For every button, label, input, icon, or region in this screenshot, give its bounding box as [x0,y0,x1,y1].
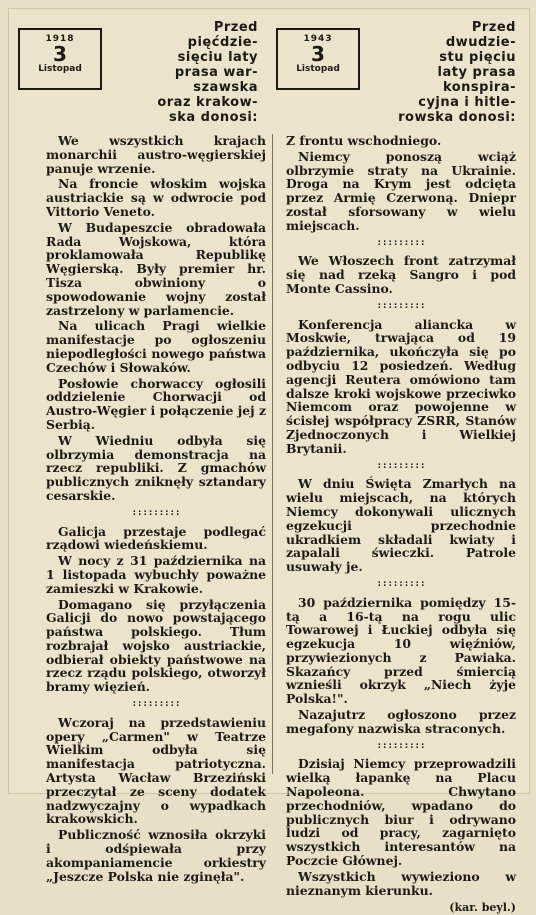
left-heading-line: ska donosi: [169,110,258,125]
left-heading [108,20,258,125]
column-divider [272,134,273,774]
right-column [286,134,516,915]
right-year: 1943 [303,34,333,44]
right-header [272,14,522,126]
left-heading-line: sięciu laty [177,50,258,65]
paragraph: Na froncie włoskim wojska austriackie są w odwrocie pod Vittorio Veneto. [46,176,266,219]
right-heading-line: stu pięciu [439,50,516,65]
paragraph: W nocy z 31 października na 1 listopada wybuchły poważne zamieszki w Krakowie. [46,553,266,596]
right-day: 3 [311,42,325,66]
paragraph: Wszystkich wywieziono w nieznanym kierunku. [286,868,516,898]
paragraph: Niemcy ponoszą wciąż olbrzymie straty na Ukrainie. Droga na Krym jest odcięta przez Armię Czerwoną. Dniepr został sforsowany w wielu miejscach. [286,148,516,233]
paragraph: Nazajutrz ogłoszono przez megafony nazwiska straconych. [286,707,516,736]
left-header [14,14,264,126]
right-month: Listopad [296,64,340,74]
right-heading-line: dwudzie- [445,35,516,50]
section-heading: Z frontu wschodniego. [286,133,442,148]
separator: ::::::::: [376,740,426,751]
paragraph: W Wiedniu odbyła się olbrzymia demonstracja na rzecz republiki. Z gmachów publicznych zniknęły sztandary cesarskie. [46,432,266,503]
paragraph: W dniu Święta Zmarłych na wielu miejscach, na których Niemcy dokonywali ulicznych egzekucji przechodnie ukradkiem składali kwiaty i zapalali świeczki. Patrole usuwały je. [286,476,516,575]
paragraph: Domagano się przyłączenia Galicji do nowo powstającego państwa polskiego. Tłum rozbrajał wojsko austriackie, odbierał obiekty państwowe na rzecz rządu polskiego, otworzył bramy więzień. [46,596,266,695]
right-heading [366,20,516,125]
left-heading-line: oraz krakow- [157,95,258,110]
left-heading-line: Przed [213,20,258,35]
left-date-box [18,28,102,90]
paragraph: Galicja przestaje podlegać rządowi wiedeńskiemu. [46,523,266,553]
paragraph: Dzisiaj Niemcy przeprowadzili wielką łapankę na Placu Napoleona. Chwytano przechodniów, wpadano do publicznych biur i odrywano ludzi od pracy, zagarnięto wszystkich interesantów na Poczcie Głównej. [286,756,516,869]
left-heading-line: pięćdzie- [187,35,258,50]
left-day: 3 [53,42,67,66]
right-heading-line: konspira- [442,80,516,95]
left-column [46,134,266,885]
paragraph: Konferencja aliancka w Moskwie, trwająca od 19 października, ukończyła się po odbyciu 12 posiedzeń. Według agencji Reutera omówiono tam dalsze kroki wojskowe przeciwko Niemcom oraz powojenne w ścisłej współpracy ZSRR, Stanów Zjednoczonych i Wielkiej Brytanii. [286,316,516,456]
author-signature: (kar. beyl.) [449,901,516,915]
left-heading-line: szawska [193,80,258,95]
paragraph: We Włoszech front zatrzymał się nad rzeką Sangro i pod Monte Cassino. [286,253,516,296]
paragraph: Publiczność wznosiła okrzyki i odśpiewała przy akompaniamencie orkiestry „Jeszcze Polska nie zginęła". [46,827,266,884]
paragraph: W Budapeszcie obradowała Rada Wojskowa, która proklamowała Republikę Węgierską. Były premier hr. Tisza obwiniony o spowodowanie wojny został zastrzelony w parlamencie. [46,219,266,318]
left-year: 1918 [45,34,75,44]
paragraph: 30 października pomiędzy 15-tą a 16-tą na rogu ulic Towarowej i Łuckiej odbyła się egzekucja 10 więźniów, przywiezionych z Pawiaka. Skazańcy przed śmiercią wznieśli okrzyk „Niech żyje Polska!". [286,594,516,707]
right-heading-line: Przed [471,20,516,35]
right-heading-line: rowska donosi: [398,110,516,125]
left-heading-line: prasa war- [174,65,258,80]
separator: ::::::::: [376,300,426,311]
separator: ::::::::: [131,507,181,518]
separator: ::::::::: [376,237,426,248]
right-heading-line: cyjna i hitle- [418,95,516,110]
paragraph: Posłowie chorwaccy ogłosili oddzielenie Chorwacji od Austro-Węgier i połączenie jej z Serbią. [46,375,266,432]
paragraph: We wszystkich krajach monarchii austro-węgierskiej panuje wrzenie. [46,133,266,176]
paragraph: Wczoraj na przedstawieniu opery „Carmen" w Teatrze Wielkim odbyła się manifestacja patriotyczna. Artysta Wacław Brzeziński przeczytał ze sceny dodatek nadzwyczajny o wypadkach krakowskich. [46,714,266,827]
separator: ::::::::: [376,578,426,589]
paragraph: Na ulicach Pragi wielkie manifestacje po ogłoszeniu niepodległości nowego państwa Czechów i Słowaków. [46,318,266,375]
separator: ::::::::: [376,460,426,471]
right-date-box [276,28,360,90]
separator: ::::::::: [131,699,181,710]
right-heading-line: laty prasa [437,65,516,80]
left-month: Listopad [38,64,82,74]
